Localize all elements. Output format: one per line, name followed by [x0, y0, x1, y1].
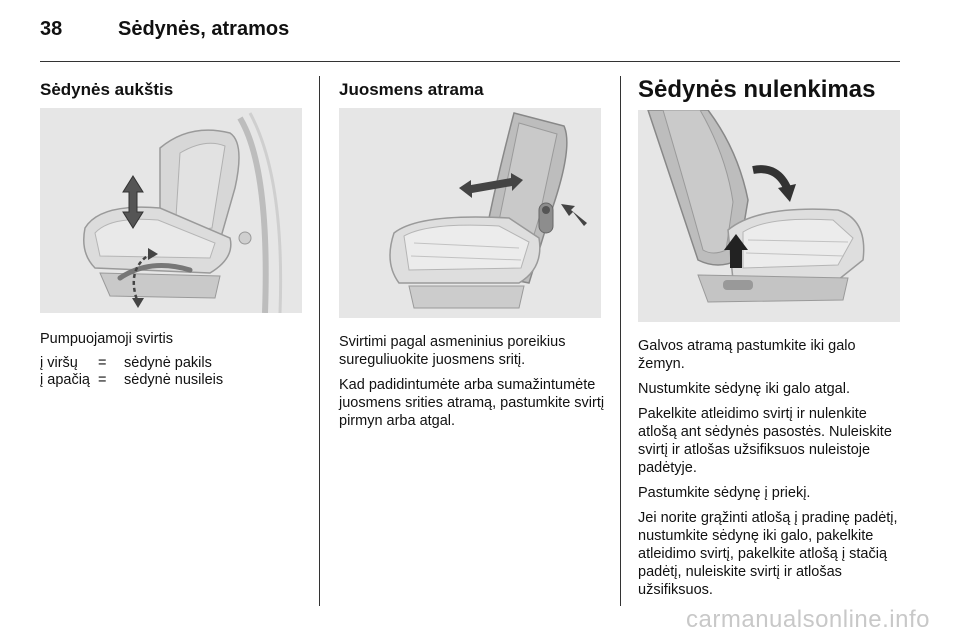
lever-function-table [40, 355, 223, 389]
header-divider [40, 61, 900, 62]
lumbar-support-drawing [339, 108, 601, 318]
folding-paragraph-3: Pakelkite atleidimo svirtį ir nulenkite atlošą ant sėdynės pasostės. Nuleiskite svirtį ir atlošas užsifiksuos nuleistoje padėtyje. [638, 406, 892, 476]
lumbar-support-illustration [339, 108, 601, 318]
equals-cell: = [98, 372, 107, 388]
page-number: 38 [40, 18, 63, 40]
column-divider-2 [620, 76, 621, 606]
pump-lever-caption: Pumpuojamoji svirtis [40, 331, 173, 347]
equals-cell: = [98, 355, 107, 371]
seat-folding-text [638, 337, 904, 606]
folding-paragraph-4: Pastumkite sėdynę į priekį. [638, 485, 811, 501]
direction-cell: į viršų [40, 355, 78, 371]
seat-folding-drawing [638, 110, 900, 322]
lumbar-support-text [339, 333, 607, 437]
lumbar-paragraph-2: Kad padidintumėte arba sumažintumėte juosmens srities atramą, pastumkite svirtį pirmyn arba atgal. [339, 377, 605, 429]
table-row [40, 355, 223, 372]
lumbar-support-heading: Juosmens atrama [339, 80, 484, 99]
seat-height-illustration [40, 108, 302, 313]
seat-folding-illustration [638, 110, 900, 322]
column-divider-1 [319, 76, 320, 606]
seat-height-text [40, 330, 310, 389]
folding-paragraph-2: Nustumkite sėdynę iki galo atgal. [638, 381, 850, 397]
seat-folding-heading: Sėdynės nulenkimas [638, 76, 876, 103]
page-title: Sėdynės, atramos [118, 18, 290, 40]
seat-height-drawing [40, 108, 302, 313]
direction-cell: į apačią [40, 372, 90, 388]
watermark-text: carmanualsonline.info [686, 606, 930, 633]
folding-paragraph-1: Galvos atramą pastumkite iki galo žemyn. [638, 338, 856, 372]
seat-height-heading: Sėdynės aukštis [40, 80, 174, 99]
lumbar-paragraph-1: Svirtimi pagal asmeninius poreikius sureguliuokite juosmens sritį. [339, 334, 566, 368]
table-row [40, 372, 223, 389]
result-cell: sėdynė pakils [124, 355, 212, 371]
folding-paragraph-5: Jei norite grąžinti atlošą į pradinę padėtį, nustumkite sėdynę iki galo, pakelkite atleidimo svirtį, pakelkite atlošą į stačią padėtį, nuleiskite svirtį ir atlošas užsifiksuos. [638, 510, 898, 598]
result-cell: sėdynė nusileis [124, 372, 224, 388]
